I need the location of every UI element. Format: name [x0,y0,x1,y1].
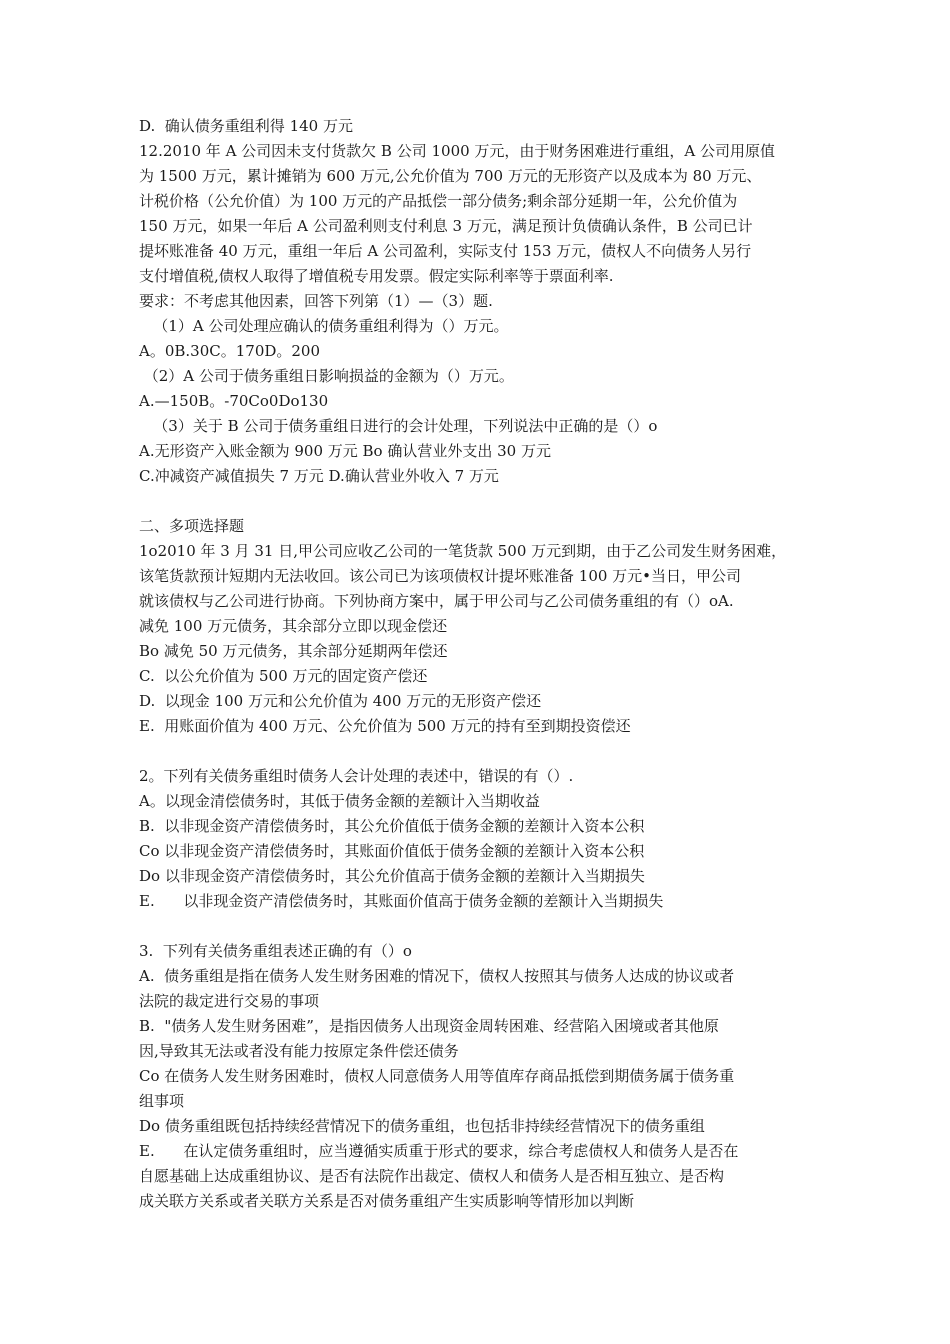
text-line: 提坏账准备 40 万元，重组一年后 A 公司盈利，实际支付 153 万元，债权人不向债务人另行 [139,242,752,260]
text-line: 计税价格（公允价值）为 100 万元的产品抵偿一部分债务;剩余部分延期一年，公允价值为 [139,192,738,210]
text-line: B. "债务人发生财务困难”，是指因债务人出现资金周转困难、经营陷入困境或者其他原 [139,1017,719,1035]
text-block [139,764,829,914]
text-line: 减免 100 万元债务，其余部分立即以现金偿还 [139,617,448,635]
document-page [139,114,829,1214]
text-line: 法院的裁定进行交易的事项 [139,992,320,1010]
text-line: 自愿基础上达成重组协议、是否有法院作出裁定、债权人和债务人是否相互独立、是否构 [139,1167,725,1185]
text-line: 3. 下列有关债务重组表述正确的有（）o [139,942,412,960]
text-line: 150 万元，如果一年后 A 公司盈利则支付利息 3 万元，满足预计负债确认条件，B 公司已计 [139,217,753,235]
text-line: Do 以非现金资产清偿债务时，其公允价值高于债务金额的差额计入当期损失 [139,867,645,885]
text-line: Bo 减免 50 万元债务，其余部分延期两年偿还 [139,642,448,660]
text-line: E. 用账面价值为 400 万元、公允价值为 500 万元的持有至到期投资偿还 [139,717,631,735]
text-line: B. 以非现金资产清偿债务时，其公允价值低于债务金额的差额计入资本公积 [139,817,645,835]
text-line: （1）A 公司处理应确认的债务重组利得为（）万元。 [139,317,509,335]
text-line: 支付增值税,债权人取得了增值税专用发票。假定实际利率等于票面利率. [139,267,614,285]
text-line: A.无形资产入账金额为 900 万元 Bo 确认营业外支出 30 万元 [139,442,551,460]
text-line: C. 以公允价值为 500 万元的固定资产偿还 [139,667,428,685]
paragraph-gap [139,739,829,764]
text-line: 就该债权与乙公司进行协商。下列协商方案中，属于甲公司与乙公司债务重组的有（）oA. [139,592,734,610]
text-line: D. 以现金 100 万元和公允价值为 400 万元的无形资产偿还 [139,692,542,710]
text-line: 2。下列有关债务重组时债务人会计处理的表述中，错误的有（）. [139,767,574,785]
text-line: A.—150B。-70Co0Do130 [139,392,329,410]
text-line: 为 1500 万元，累计摊销为 600 万元,公允价值为 700 万元的无形资产以及成本为 80 万元、 [139,167,762,185]
text-line: （3）关于 B 公司于债务重组日进行的会计处理，下列说法中正确的是（）o [139,417,658,435]
text-line: 1o2010 年 3 月 31 日,甲公司应收乙公司的一笔货款 500 万元到期，由于乙公司发生财务困难， [139,542,787,560]
text-line: E. 以非现金资产清偿债务时，其账面价值高于债务金额的差额计入当期损失 [139,892,664,910]
text-line: D. 确认债务重组利得 140 万元 [139,117,353,135]
text-line: A. 债务重组是指在债务人发生财务困难的情况下，债权人按照其与债务人达成的协议或者 [139,967,735,985]
text-line: 成关联方关系或者关联方关系是否对债务重组产生实质影响等情形加以判断 [139,1192,635,1210]
paragraph-gap [139,914,829,939]
text-line: Do 债务重组既包括持续经营情况下的债务重组，也包括非持续经营情况下的债务重组 [139,1117,705,1135]
text-block [139,939,829,1214]
text-block [139,114,829,489]
text-line: （2）A 公司于债务重组日影响损益的金额为（）万元。 [139,367,514,385]
text-line: Co 在债务人发生财务困难时，债权人同意债务人用等值库存商品抵偿到期债务属于债务重 [139,1067,735,1085]
text-line: 因,导致其无法或者没有能力按原定条件偿还债务 [139,1042,459,1060]
text-line: Co 以非现金资产清偿债务时，其账面价值低于债务金额的差额计入资本公积 [139,842,645,860]
text-line: 要求：不考虑其他因素，回答下列第（1）—（3）题. [139,292,493,310]
text-line: 组事项 [139,1092,185,1110]
text-line: 该笔货款预计短期内无法收回。该公司已为该项债权计提坏账准备 100 万元•当日，甲公司 [139,567,742,585]
paragraph-gap [139,489,829,514]
text-line: A。以现金清偿债务时，其低于债务金额的差额计入当期收益 [139,792,540,810]
text-line: C.冲减资产减值损失 7 万元 D.确认营业外收入 7 万元 [139,467,499,485]
text-line: 二、多项选择题 [139,517,245,535]
text-line: A。0B.30C。170D。200 [139,342,321,360]
text-block [139,514,829,739]
text-line: E. 在认定债务重组时，应当遵循实质重于形式的要求，综合考虑债权人和债务人是否在 [139,1142,739,1160]
text-line: 12.2010 年 A 公司因未支付货款欠 B 公司 1000 万元，由于财务困难进行重组，A 公司用原值 [139,142,776,160]
